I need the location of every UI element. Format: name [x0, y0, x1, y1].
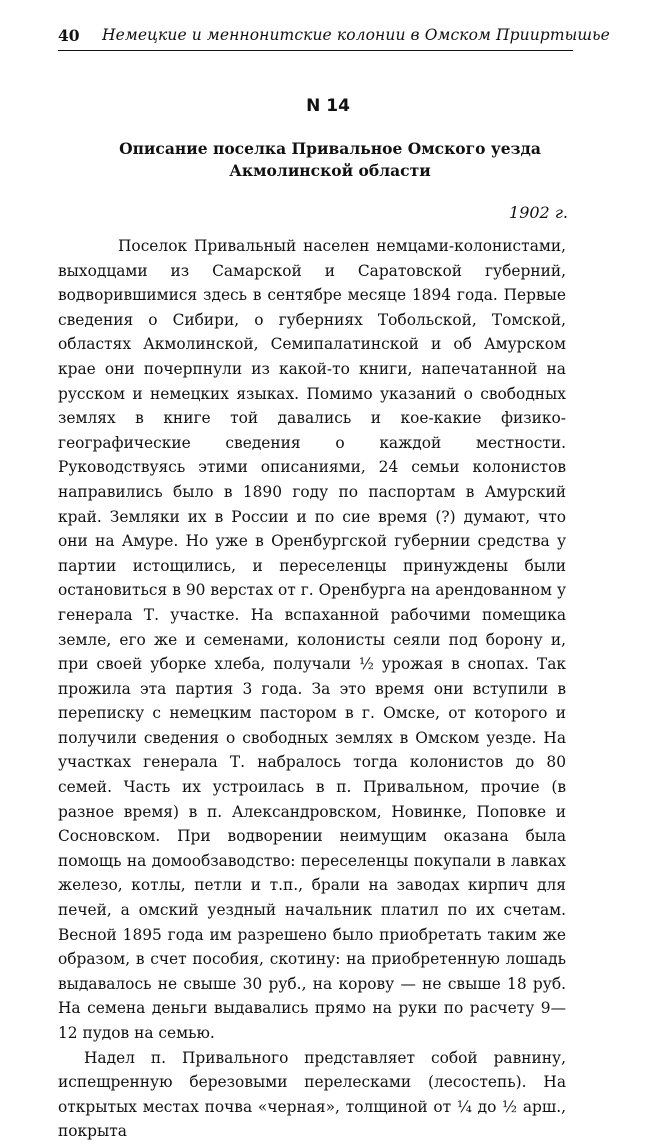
page-header	[58, 26, 610, 51]
title-line-2: Акмолинской области	[229, 161, 431, 180]
paragraph-1: Поселок Привальный населен немцами-колонистами, выходцами из Самарской и Саратовской губерний, водворившимися здесь в сентябре месяце 1894 года. Первые сведения о Сибири, о губерниях Тобольской, Томской, областях Акмолинской, Семипалатинской и об Амурском крае они почерпнули из какой-то книги, напечатанной на русском и немецких языках. Помимо указаний о свободных землях в книге той давались и кое-какие физико-географические сведения о каждой местности. Руководствуясь этими описаниями, 24 семьи колонистов направились было в 1890 году по паспортам в Амурский край. Земляки их в России и по сие время (?) думают, что они на Амуре. Но уже в Оренбургской губернии средства у партии истощились, и переселенцы принуждены были остановиться в 90 верстах от г. Оренбурга на арендованном у генерала Т. участке. На вспаханной рабочими помещика земле, его же и семенами, колонисты сеяли под борону и, при своей уборке хлеба, получали ½ урожая в снопах. Так прожила эта партия 3 года. За это время они вступили в переписку с немецким пастором в г. Омске, от которого и получили сведения о свободных землях в Омском уезде. На участках генерала Т. набралось тогда колонистов до 80 семей. Часть их устроилась в п. Привальном, прочие (в разное время) в п. Александровском, Новинке, Поповке и Сосновском. При водворении неимущим оказана была помощь на домообзаводство: переселенцы покупали в лавках железо, котлы, петли и т.п., брали на заводах кирпич для печей, а омский уездный начальник платил по их счетам. Весной 1895 года им разрешено было приобретать таким же образом, в счет пособия, скотину: на приобретенную лошадь выдавалось не свыше 30 руб., на корову — не свыше 18 руб. На семена деньги выдавались прямо на руки по расчету 9—12 пудов на семью.	[58, 237, 566, 1042]
page-number: 40	[58, 26, 80, 45]
paragraph-2: Надел п. Привального представляет собой равнину, испещренную березовыми перелесками (лесостепь). На открытых местах почва «черная», толщиной от ¼ до ½ арш., покрыта	[58, 1048, 566, 1141]
document-number: N 14	[306, 96, 350, 116]
title-line-1: Описание поселка Привальное Омского уезда	[119, 139, 541, 158]
document-body	[58, 234, 566, 1144]
document-title	[60, 138, 600, 182]
document-date: 1902 г.	[509, 203, 568, 222]
running-title: Немецкие и меннонитские колонии в Омском Прииртышье	[102, 26, 610, 44]
